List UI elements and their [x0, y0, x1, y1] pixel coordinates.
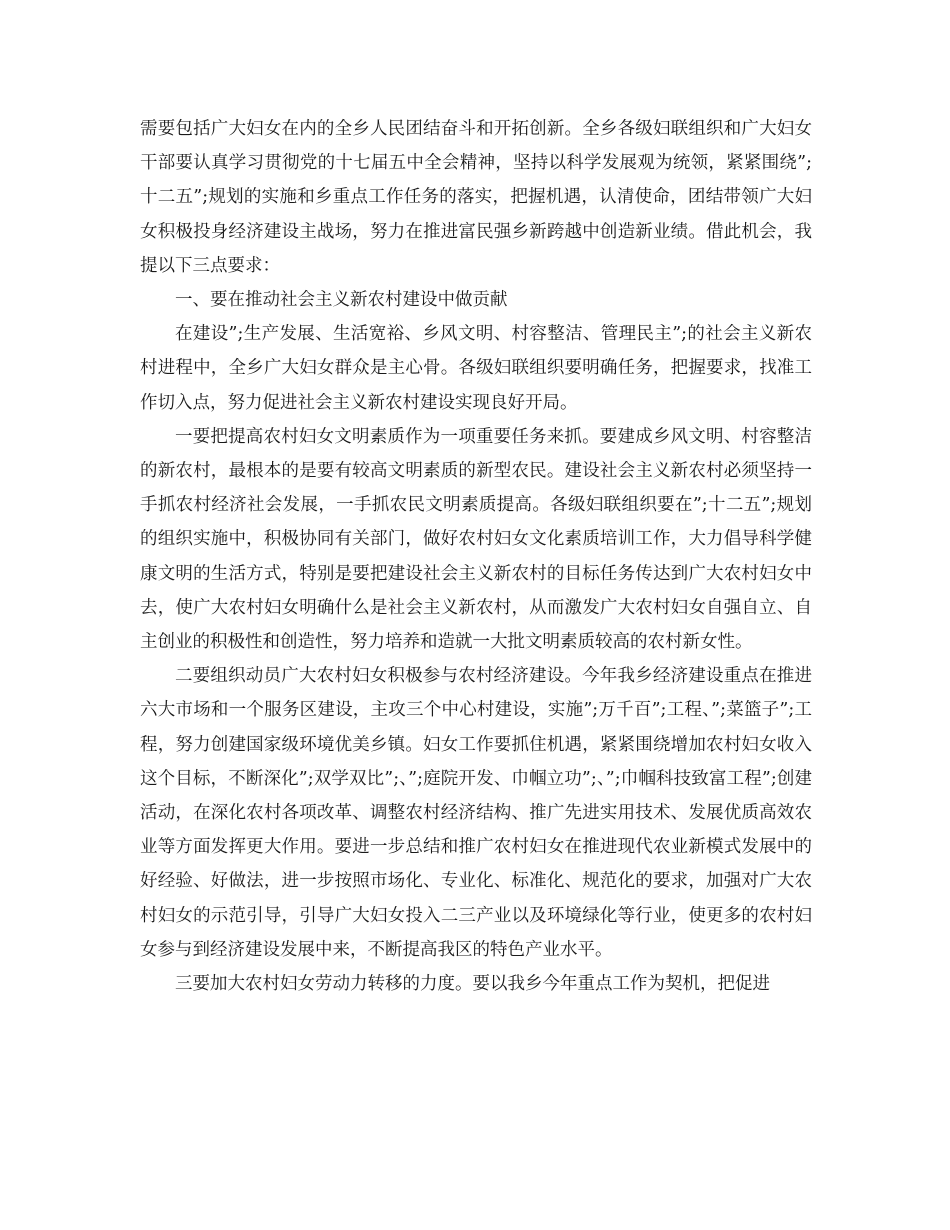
- document-body: [140, 112, 812, 1001]
- paragraph-continuation: 需要包括广大妇女在内的全乡人民团结奋斗和开拓创新。全乡各级妇联组织和广大妇女干部要认真学习贯彻党的十七届五中全会精神，坚持以科学发展观为统领，紧紧围绕”;十二五”;规划的实施和乡重点工作任务的落实，把握机遇，认清使命，团结带领广大妇女积极投身经济建设主战场，努力在推进富民强乡新跨越中创造新业绩。借此机会，我提以下三点要求：: [140, 119, 812, 276]
- paragraph-intro: 在建设”;生产发展、生活宽裕、乡风文明、村容整洁、管理民主”;的社会主义新农村进程中，全乡广大妇女群众是主心骨。各级妇联组织要明确任务，把握要求，找准工作切入点，努力促进社会主义新农村建设实现良好开局。: [140, 324, 812, 413]
- paragraph-point-three: 三要加大农村妇女劳动力转移的力度。要以我乡今年重点工作为契机，把促进: [175, 974, 770, 995]
- paragraph-point-two: 二要组织动员广大农村妇女积极参与农村经济建设。今年我乡经济建设重点在推进六大市场和一个服务区建设，主攻三个中心村建设，实施”;万千百”;工程、”;菜篮子”;工程，努力创建国家级环境优美乡镇。妇女工作要抓住机遇，紧紧围绕增加农村妇女收入这个目标，不断深化”;双学双比”;、”;庭院开发、巾帼立功”;、”;巾帼科技致富工程”;创建活动，在深化农村各项改革、调整农村经济结构、推广先进实用技术、发展优质高效农业等方面发挥更大作用。要进一步总结和推广农村妇女在推进现代农业新模式发展中的好经验、好做法，进一步按照市场化、专业化、标准化、规范化的要求，加强对广大农村妇女的示范引导，引导广大妇女投入二三产业以及环境绿化等行业，使更多的农村妇女参与到经济建设发展中来，不断提高我区的特色产业水平。: [140, 666, 812, 960]
- paragraph-point-one: 一要把提高农村妇女文明素质作为一项重要任务来抓。要建成乡风文明、村容整洁的新农村，最根本的是要有较高文明素质的新型农民。建设社会主义新农村必须坚持一手抓农村经济社会发展，一手抓农民文明素质提高。各级妇联组织要在”;十二五”;规划的组织实施中，积极协同有关部门，做好农村妇女文化素质培训工作，大力倡导科学健康文明的生活方式，特别是要把建设社会主义新农村的目标任务传达到广大农村妇女中去，使广大农村妇女明确什么是社会主义新农村，从而激发广大农村妇女自强自立、自主创业的积极性和创造性，努力培养和造就一大批文明素质较高的农村新女性。: [140, 426, 812, 653]
- section-heading: 一、要在推动社会主义新农村建设中做贡献: [175, 290, 508, 311]
